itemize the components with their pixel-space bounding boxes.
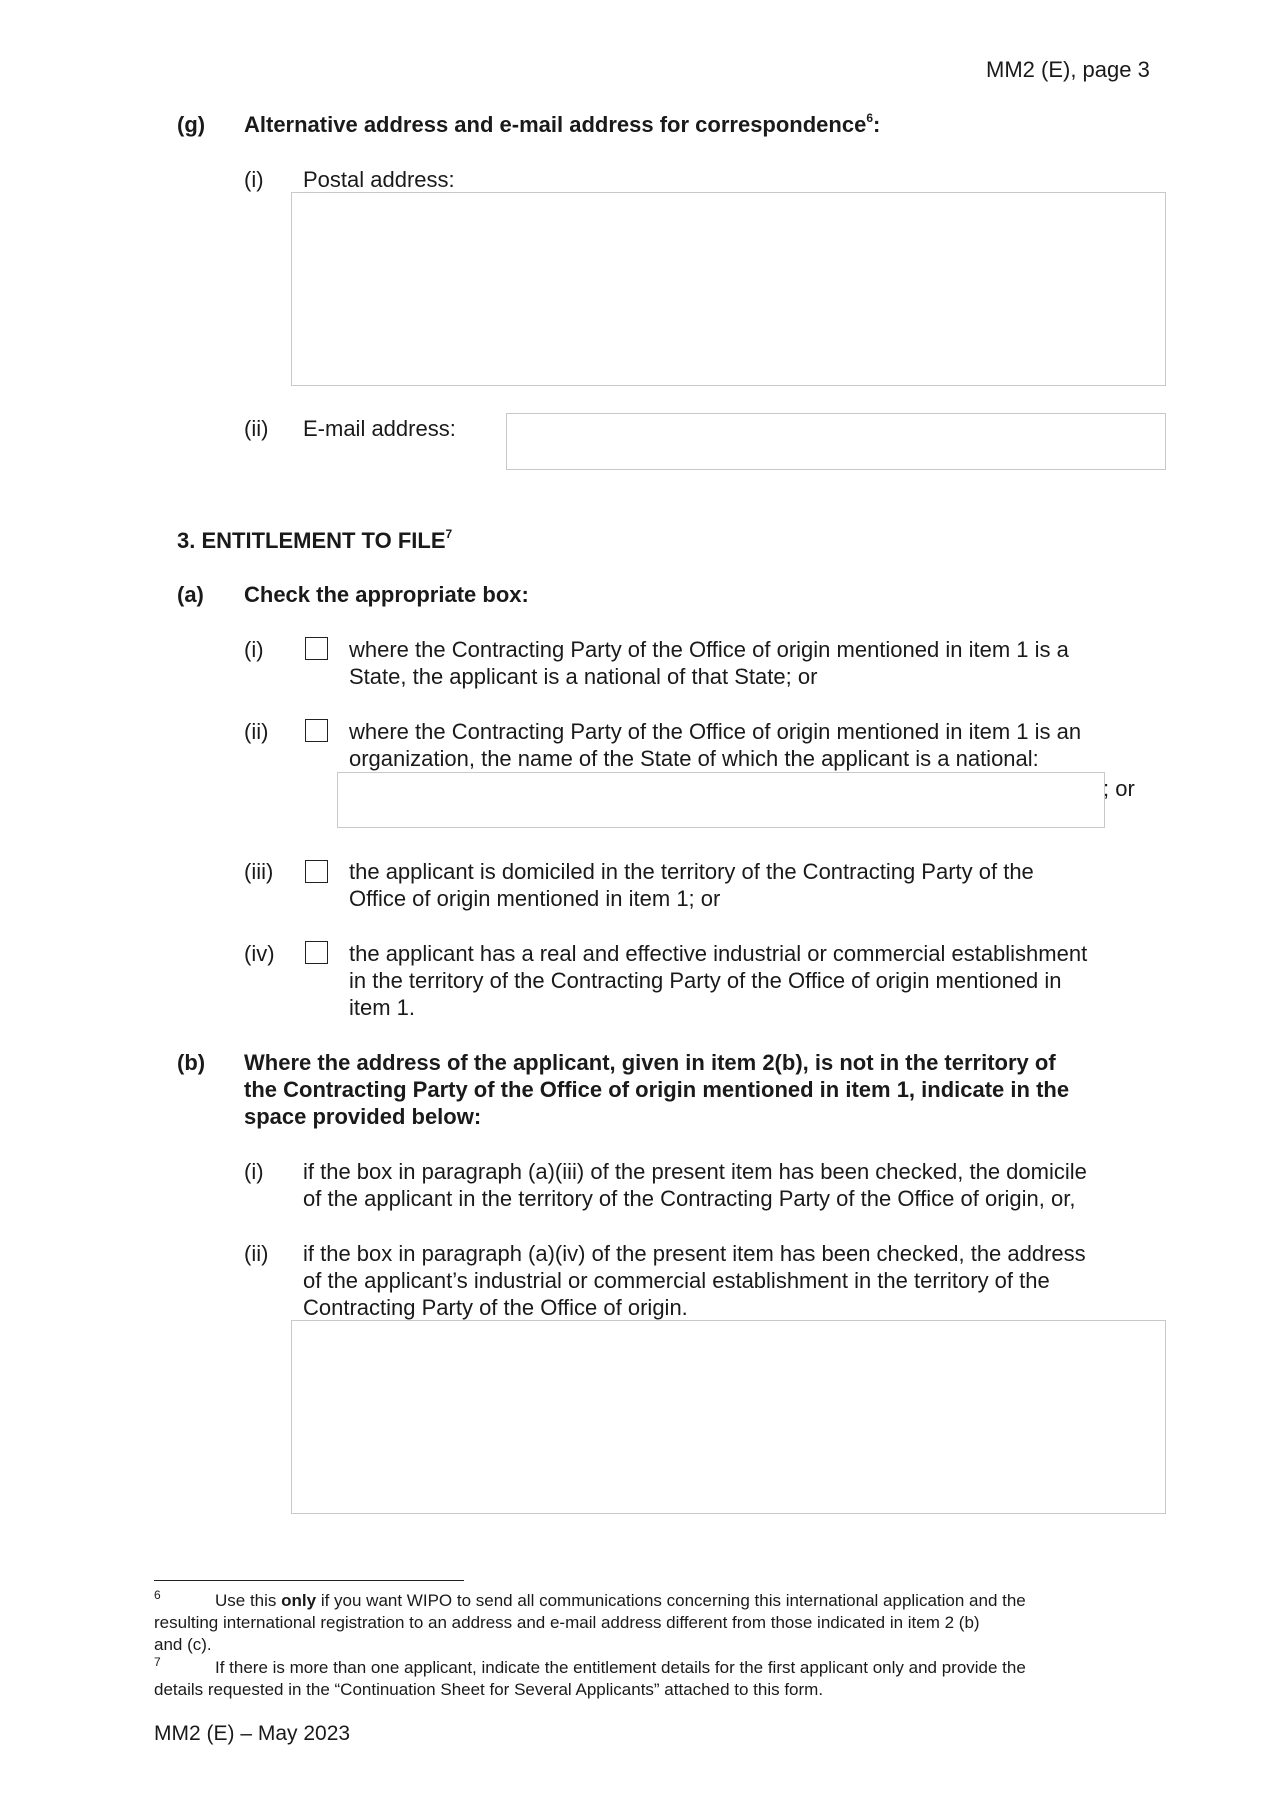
footnote-6-pre: Use this xyxy=(215,1591,282,1610)
section-3-title xyxy=(177,527,452,555)
section-g-label: (g) xyxy=(177,112,206,137)
section-g-title-colon: : xyxy=(873,112,881,137)
footnote-ref-7[interactable]: 7 xyxy=(445,526,453,541)
section-3b-line-2: the Contracting Party of the Office of origin mentioned in item 1, indicate in the xyxy=(244,1077,1070,1102)
section-3a-title: Check the appropriate box: xyxy=(244,582,529,607)
footnote-6-line-2: resulting international registration to an address and e-mail address different from those indicated in item 2 (b) xyxy=(154,1613,980,1632)
option-i-checkbox[interactable] xyxy=(305,637,328,660)
footnote-6-line-3: and (c). xyxy=(154,1635,212,1654)
option-iii-label: (iii) xyxy=(244,859,274,884)
page-header: MM2 (E), page 3 xyxy=(986,57,1150,82)
postal-address-field[interactable] xyxy=(291,192,1166,386)
option-iv-label: (iv) xyxy=(244,941,275,966)
b-item-i-line-1: if the box in paragraph (a)(iii) of the present item has been checked, the domicile xyxy=(303,1159,1087,1184)
option-iii-line-1: the applicant is domiciled in the territory of the Contracting Party of the xyxy=(349,859,1034,884)
b-item-i-line-2: of the applicant in the territory of the Contracting Party of the Office of origin, or, xyxy=(303,1186,1076,1211)
section-3-title-text: 3. ENTITLEMENT TO FILE xyxy=(177,528,446,553)
option-iv-checkbox[interactable] xyxy=(305,941,328,964)
b-item-ii-line-1: if the box in paragraph (a)(iv) of the present item has been checked, the address xyxy=(303,1241,1086,1266)
option-i-label: (i) xyxy=(244,637,264,662)
postal-label: Postal address: xyxy=(303,167,455,192)
footer-edition: MM2 (E) – May 2023 xyxy=(154,1722,351,1745)
email-address-field[interactable] xyxy=(506,413,1166,470)
footnote-6-bold: only xyxy=(281,1591,317,1610)
postal-label-num: (i) xyxy=(244,167,264,192)
b-item-i-label: (i) xyxy=(244,1159,264,1184)
section-3b-label: (b) xyxy=(177,1050,206,1075)
email-label: E-mail address: xyxy=(303,416,456,441)
footnote-6-post: if you want WIPO to send all communications concerning this international application and the xyxy=(316,1591,1026,1610)
email-label-num: (ii) xyxy=(244,416,269,441)
option-ii-label: (ii) xyxy=(244,719,269,744)
b-item-ii-line-2: of the applicant’s industrial or commercial establishment in the territory of the xyxy=(303,1268,1050,1293)
option-i-line-2: State, the applicant is a national of that State; or xyxy=(349,664,818,689)
option-i-line-1: where the Contracting Party of the Office of origin mentioned in item 1 is a xyxy=(349,637,1069,662)
footnote-7-number: 7 xyxy=(154,1655,161,1669)
option-ii-suffix: ; or xyxy=(1103,776,1135,801)
b-item-ii-line-3: Contracting Party of the Office of origin. xyxy=(303,1295,688,1320)
footnote-separator xyxy=(154,1580,464,1581)
nationality-field[interactable] xyxy=(337,772,1105,828)
section-g-title xyxy=(244,111,880,139)
footnote-6-line-1 xyxy=(215,1590,1026,1612)
option-ii-line-1: where the Contracting Party of the Office of origin mentioned in item 1 is an xyxy=(349,719,1082,744)
footnote-7-line-2: details requested in the “Continuation Sheet for Several Applicants” attached to this form. xyxy=(154,1680,824,1699)
option-iv-line-1: the applicant has a real and effective industrial or commercial establishment xyxy=(349,941,1088,966)
section-g-title-text: Alternative address and e-mail address for correspondence xyxy=(244,112,867,137)
establishment-address-field[interactable] xyxy=(291,1320,1166,1514)
footnote-7-line-1: If there is more than one applicant, indicate the entitlement details for the first applicant only and provide the xyxy=(215,1658,1026,1677)
option-ii-checkbox[interactable] xyxy=(305,719,328,742)
section-3a-label: (a) xyxy=(177,582,204,607)
option-iii-line-2: Office of origin mentioned in item 1; or xyxy=(349,886,721,911)
option-ii-line-2: organization, the name of the State of which the applicant is a national: xyxy=(349,746,1039,771)
section-3b-line-1: Where the address of the applicant, given in item 2(b), is not in the territory of xyxy=(244,1050,1056,1075)
footnote-ref-6[interactable]: 6 xyxy=(866,110,874,125)
footnote-6-number: 6 xyxy=(154,1588,161,1602)
b-item-ii-label: (ii) xyxy=(244,1241,269,1266)
option-iii-checkbox[interactable] xyxy=(305,860,328,883)
option-iv-line-3: item 1. xyxy=(349,995,416,1020)
section-3b-line-3: space provided below: xyxy=(244,1104,482,1129)
option-iv-line-2: in the territory of the Contracting Party of the Office of origin mentioned in xyxy=(349,968,1062,993)
